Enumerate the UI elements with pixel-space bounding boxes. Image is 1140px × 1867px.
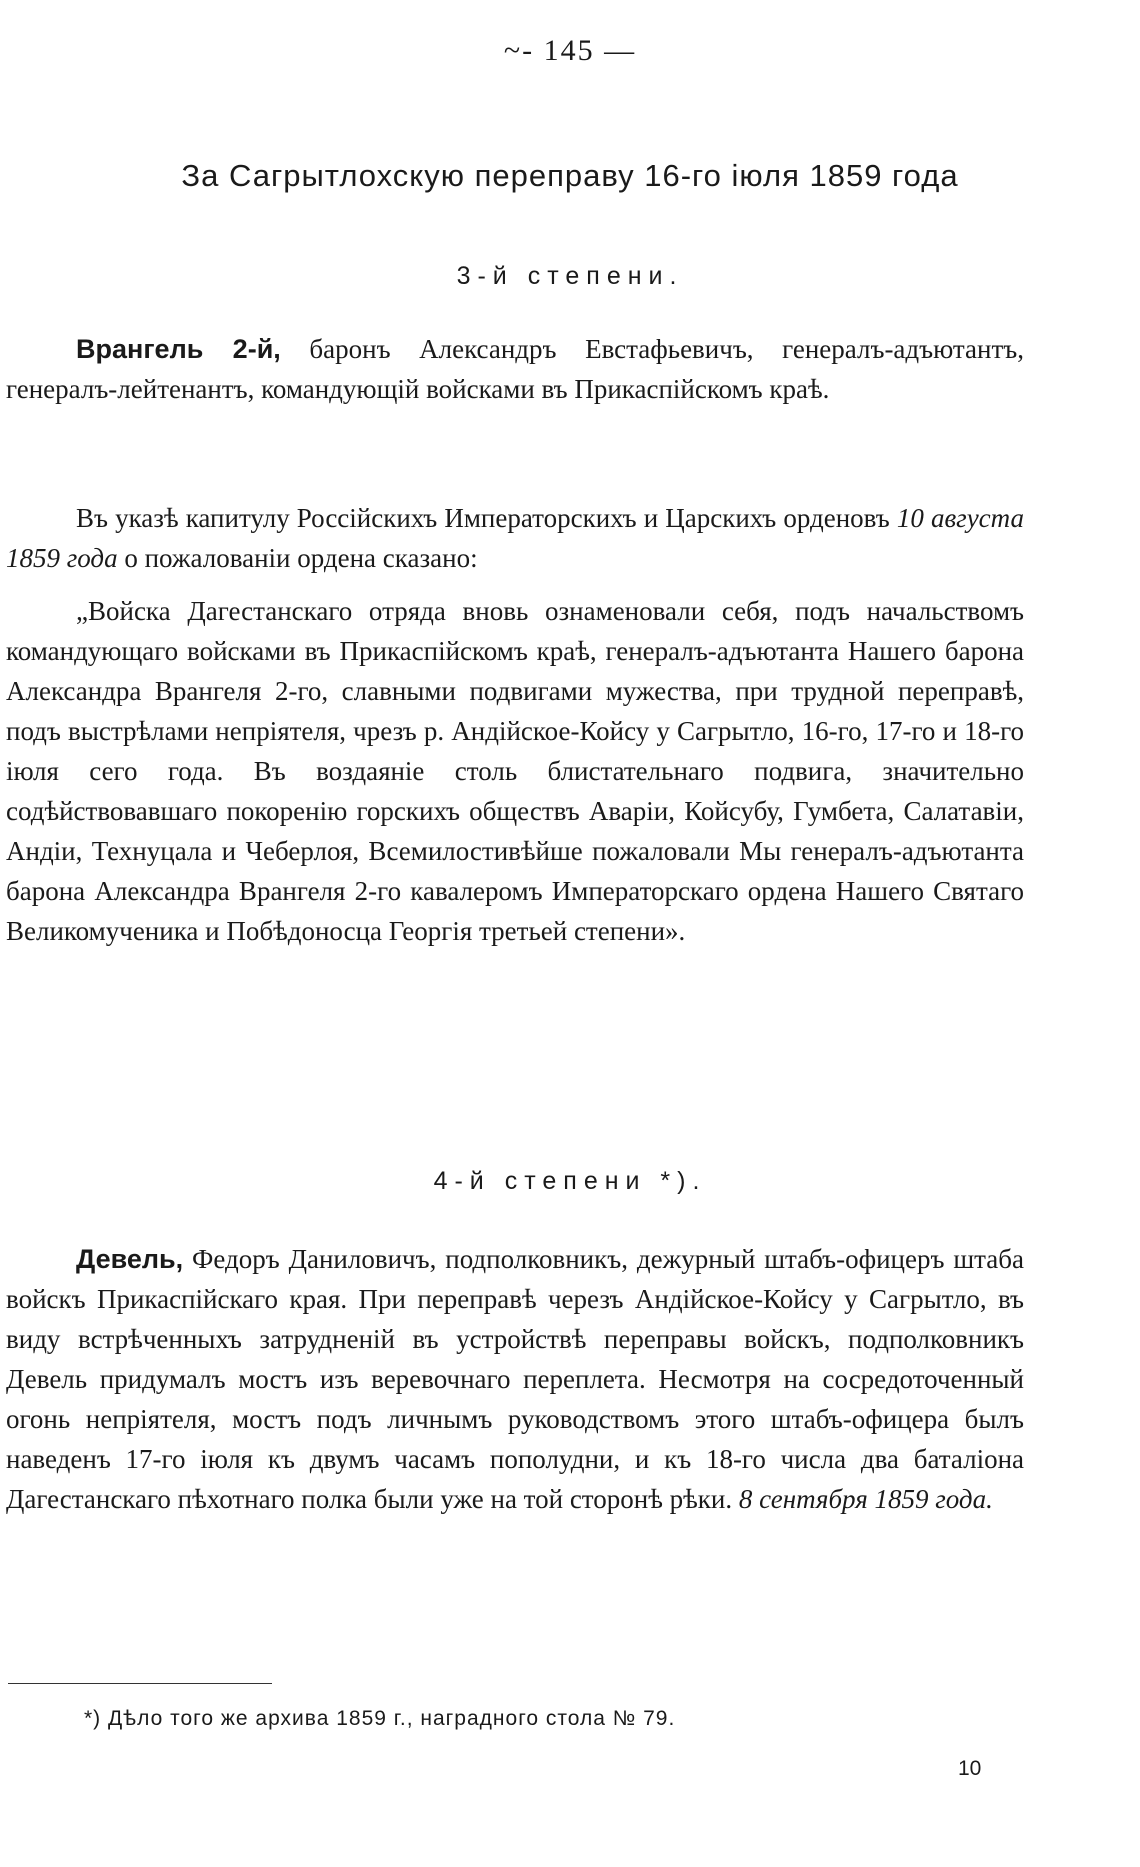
sheet-number: 10 (958, 1757, 982, 1780)
wrangel-entry (6, 329, 1024, 409)
decree-date: 10 августа 1859 года (6, 503, 1024, 573)
page-number: ~- 145 — (503, 34, 637, 67)
decree-outro: о пожалованіи ордена сказано: (117, 543, 478, 573)
devel-entry (6, 1239, 1024, 1519)
devel-date: 8 сентября 1859 года. (738, 1484, 993, 1514)
decree-paragraph (6, 498, 1024, 578)
decree-intro: Въ указѣ капитулу Россійскихъ Императорскихъ и Царскихъ орденовъ (76, 503, 897, 533)
wrangel-name: Врангель 2-й, (76, 334, 281, 364)
decree-quote: „Войска Дагестанскаго отряда вновь ознаменовали себя, подъ начальствомъ командующаго войсками въ Прикаспійскомъ краѣ, генералъ-адъютанта Нашего барона Александра Врангеля 2-го, славными подвигами мужества, при трудной переправѣ, подъ выстрѣлами непріятеля, чрезъ р. Андійское-Койсу у Сагрытло, 16-го, 17-го и 18-го іюля сего года. Въ воздаяніе столь блистательнаго подвига, значительно содѣйствовавшаго покоренію горскихъ обществъ Аваріи, Койсубу, Гумбета, Салатавіи, Андіи, Технуцала и Чеберлоя, Всемилостивѣйше пожаловали Мы генералъ-адъютанта барона Александра Врангеля 2-го кавалеромъ Императорскаго ордена Нашего Святаго Великомученика и Побѣдоносца Георгія третьей степени». (6, 596, 1024, 946)
footnote-divider (8, 1683, 272, 1684)
footnote: *) Дѣло того же архива 1859 г., наградного стола № 79. (84, 1707, 676, 1730)
degree-heading-3: 3-й степени. (456, 262, 684, 290)
page-title: За Сагрытлохскую переправу 16-го іюля 1859 года (181, 158, 959, 193)
devel-description: Федоръ Даниловичъ, подполковникъ, дежурный штабъ-офицеръ штаба войскъ Прикаспійскаго края. При переправѣ черезъ Андійское-Койсу у Сагрытло, въ виду встрѣченныхъ затрудненій въ устройствѣ переправы войскъ, подполковникъ Девель придумалъ мостъ изъ веревочнаго переплета. Несмотря на сосредоточенный огонь непріятеля, мостъ подъ личнымъ руководствомъ этого штабъ-офицера былъ наведенъ 17-го іюля къ двумъ часамъ пополудни, и къ 18-го числа два баталіона Дагестанскаго пѣхотнаго полка были уже на той сторонѣ рѣки. (6, 1244, 1024, 1514)
degree-heading-4: 4-й степени *). (433, 1167, 707, 1195)
devel-name: Девель, (76, 1244, 184, 1274)
wrangel-description: баронъ Александръ Евстафьевичъ, генералъ-адъютантъ, генералъ-лейтенантъ, командующій войсками въ Прикаспійскомъ краѣ. (6, 334, 1025, 404)
